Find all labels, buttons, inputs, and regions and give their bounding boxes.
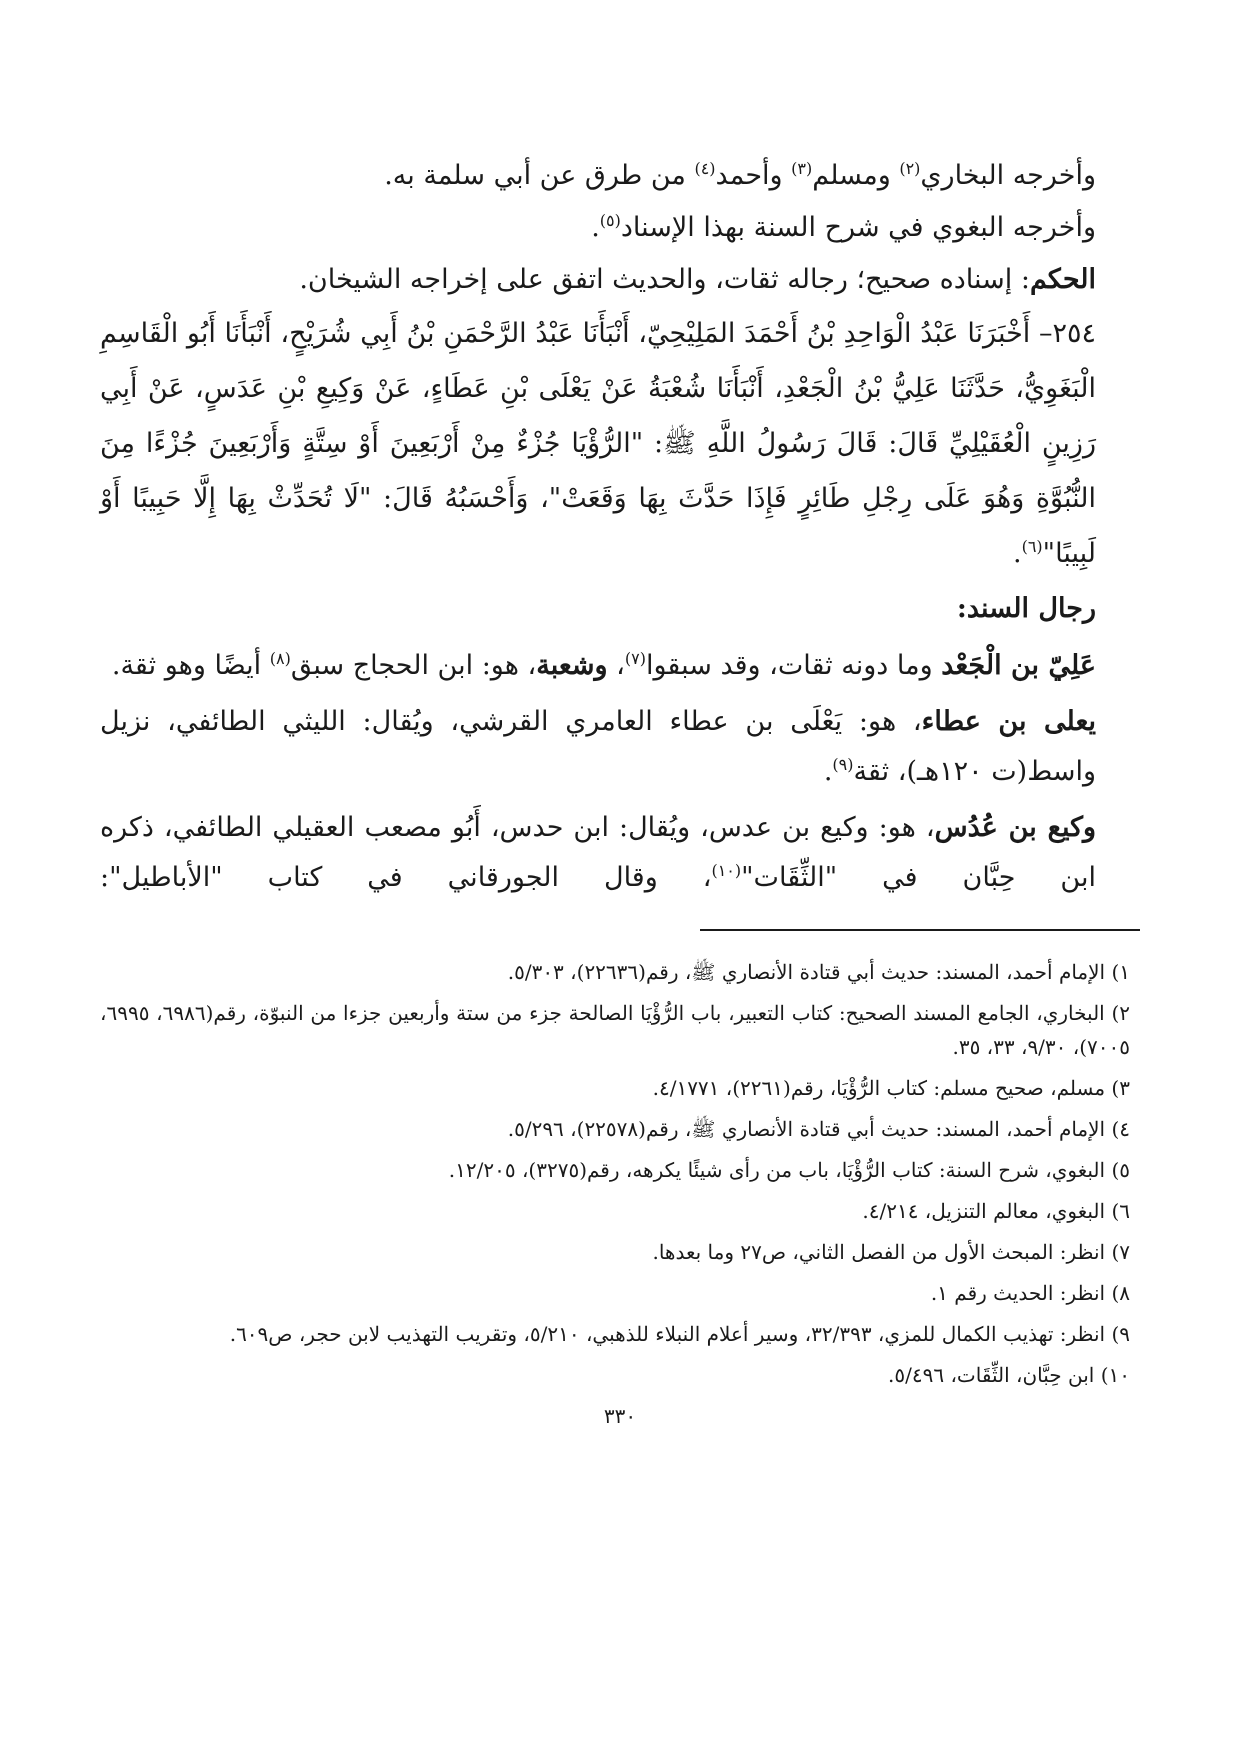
- text: أيضًا وهو ثقة.: [111, 650, 270, 681]
- narrator-name: وكيع بن عُدُس: [934, 812, 1096, 843]
- section-title: [100, 583, 1140, 635]
- paragraph-hukm: [100, 254, 1140, 306]
- text: ، هو: ابن الحجاج سبق: [290, 650, 537, 681]
- hukm-label: الحكم: [1029, 264, 1096, 295]
- text: من طرق عن أبي سلمة به.: [384, 160, 695, 191]
- footnote-ref-9[interactable]: (٩): [832, 755, 854, 774]
- footnote-8: ٨) انظر: الحديث رقم ١.: [930, 1281, 1130, 1305]
- text: وأخرجه البغوي في شرح السنة بهذا الإسناد: [620, 212, 1096, 243]
- text: .: [1012, 538, 1022, 569]
- main-text: [100, 150, 1140, 903]
- footnote-ref-3[interactable]: (٣): [791, 159, 813, 178]
- footnote-7: ٧) انظر: المبحث الأول من الفصل الثاني، ص٢٧ وما بعدها.: [652, 1240, 1130, 1264]
- text: وأخرجه البخاري: [920, 160, 1096, 191]
- page-number: ٣٣٠: [603, 1404, 637, 1428]
- hadith-254: [100, 306, 1140, 581]
- footnote-4: ٤) الإمام أحمد، المسند: حديث أبي قتادة الأنصاري ﷺ، رقم(٢٢٥٧٨)، ٥/٢٩٦.: [507, 1117, 1130, 1141]
- footnotes: [100, 955, 1140, 1392]
- text: .: [591, 212, 600, 243]
- narrator-name: يعلى بن عطاء: [921, 706, 1096, 737]
- text: ومسلم: [812, 160, 900, 191]
- text: ، وقال الجورقاني في كتاب "الأباطيل":: [100, 862, 712, 893]
- narrator-name: وشعبة: [536, 650, 608, 681]
- text: وما دونه ثقات، وقد سبقوا: [645, 650, 942, 681]
- footnote-ref-5[interactable]: (٥): [599, 211, 621, 230]
- footnote-ref-10[interactable]: (١٠): [711, 861, 742, 880]
- hadith-text: ٢٥٤– أَخْبَرَنَا عَبْدُ الْوَاحِدِ بْنُ أَحْمَدَ المَلِيْحِيّ، أَنْبَأَنَا عَبْدُ الرَّحْمَنِ بْنُ أَبِي شُرَيْحٍ، أَنْبَأَنَا أَبُو الْقَاسِمِ الْبَغَوِيُّ، حَدَّثَنَا عَلِيُّ بْنُ الْجَعْدِ، أَنْبَأَنَا شُعْبَةُ عَنْ يَعْلَى بْنِ عَطَاءٍ، عَنْ وَكِيعِ بْنِ عَدَسٍ، عَنْ أَبِي رَزِينٍ الْعُقَيْلِيِّ قَالَ: قَالَ رَسُولُ اللَّهِ ﷺ: "الرُّؤْيَا جُزْءٌ مِنْ أَرْبَعِينَ أَوْ سِتَّةٍ وَأَرْبَعِينَ جُزْءًا مِنَ النُّبُوَّةِ وَهُوَ عَلَى رِجْلِ طَائِرٍ فَإِذَا حَدَّثَ بِهَا وَقَعَتْ"، وَأَحْسَبُهُ قَالَ: "لَا تُحَدِّثْ بِهَا إِلَّا حَبِيبًا أَوْ لَبِيبًا": [100, 318, 1097, 569]
- narrator-waki-ibn-udus: [100, 803, 1140, 903]
- document-page: [100, 150, 1140, 1428]
- footnote-ref-4[interactable]: (٤): [694, 159, 716, 178]
- footnote-1: ١) الإمام أحمد، المسند: حديث أبي قتادة الأنصاري ﷺ، رقم(٢٢٦٣٦)، ٥/٣٠٣.: [507, 960, 1130, 984]
- paragraph-takhrij-2: [100, 202, 1140, 254]
- text: .: [823, 756, 833, 787]
- text: ، هو: وكيع بن عدس، ويُقال: ابن حدس، أَبُو مصعب العقيلي الطائفي، ذكره ابن حِبَّان في "الثِّقَات": [100, 812, 1096, 893]
- footnote-ref-2[interactable]: (٢): [899, 159, 921, 178]
- footnote-2: ٢) البخاري، الجامع المسند الصحيح: كتاب التعبير، باب الرُّؤْيَا الصالحة جزء من ستة وأربعين جزءا من النبوّة، رقم(٦٩٨٦، ٦٩٩٥، ٧٠٠٥)، ٩/٣٠، ٣٣، ٣٥.: [100, 1001, 1131, 1059]
- footnote-9: ٩) انظر: تهذيب الكمال للمزي، ٣٢/٣٩٣، وسير أعلام النبلاء للذهبي، ٥/٢١٠، وتقريب التهذيب لابن حجر، ص٦٠٩.: [229, 1322, 1130, 1346]
- footnote-3: ٣) مسلم، صحيح مسلم: كتاب الرُّؤْيَا، رقم(٢٢٦١)، ٤/١٧٧١.: [652, 1076, 1130, 1100]
- footnote-6: ٦) البغوي، معالم التنزيل، ٤/٢١٤.: [862, 1199, 1130, 1223]
- footnote-ref-8[interactable]: (٨): [269, 649, 291, 668]
- footnote-divider: [700, 929, 1140, 931]
- footnote-10: ١٠) ابن حِبَّان، الثِّقَات، ٥/٤٩٦.: [888, 1363, 1130, 1387]
- text: : إسناده صحيح؛ رجاله ثقات، والحديث اتفق على إخراجه الشيخان.: [299, 264, 1030, 295]
- text: ، هو: يَعْلَى بن عطاء العامري القرشي، ويُقال: الليثي الطائفي، نزيل واسط(ت ١٢٠هـ)، ثقة: [100, 706, 1096, 787]
- narrator-name: عَلِيّ بن الْجَعْد: [941, 650, 1096, 681]
- narrator-yala-ibn-ata: [100, 697, 1140, 797]
- text: وأحمد: [715, 160, 792, 191]
- footnote-ref-6[interactable]: (٦): [1021, 537, 1043, 556]
- section-title-text: رجال السند:: [956, 593, 1096, 624]
- narrator-ali-ibn-al-jad: [100, 641, 1140, 691]
- footnote-5: ٥) البغوي، شرح السنة: كتاب الرُّؤْيَا، باب من رأى شيئًا يكرهه، رقم(٣٢٧٥)، ١٢/٢٠٥.: [448, 1158, 1130, 1182]
- footnote-ref-7[interactable]: (٧): [624, 649, 646, 668]
- paragraph-takhrij-1: [100, 150, 1140, 202]
- text: ،: [607, 650, 625, 681]
